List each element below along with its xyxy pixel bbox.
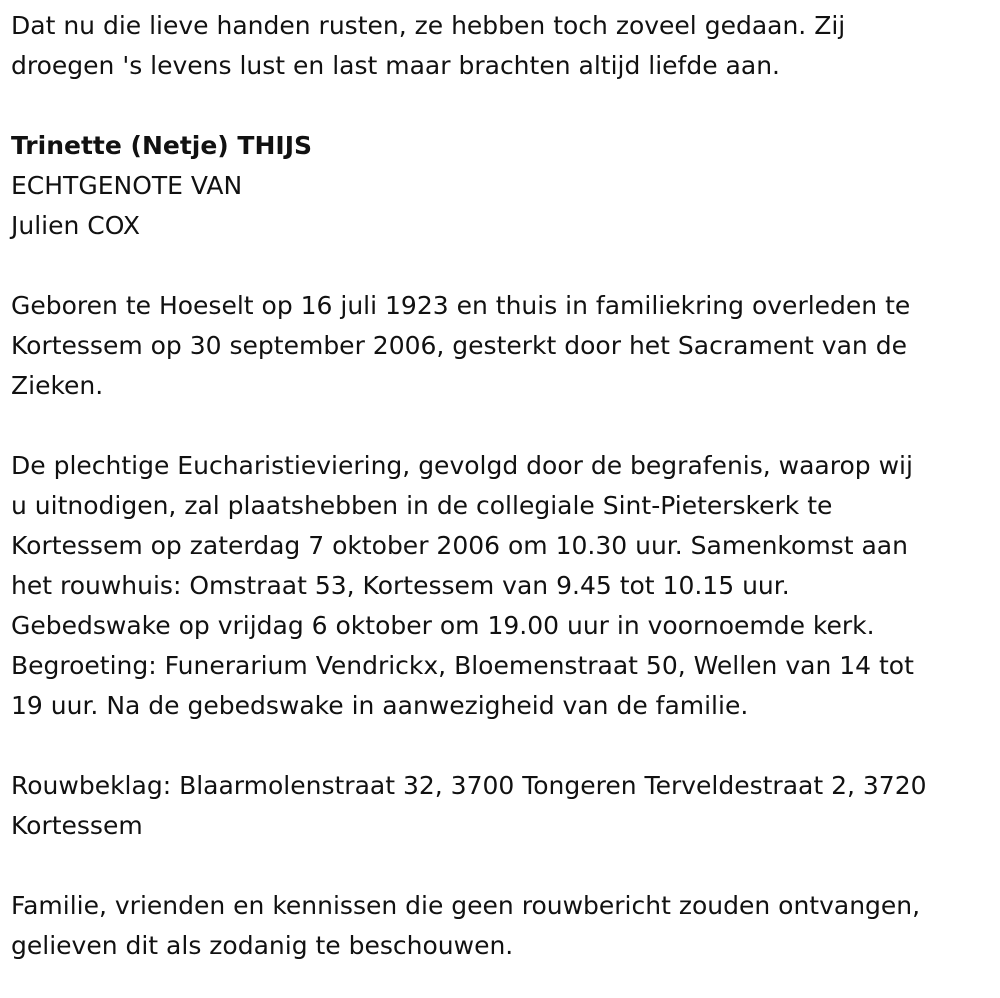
spacer xyxy=(11,726,988,766)
ceremony-line: het rouwhuis: Omstraat 53, Kortessem van 9.45 tot 10.15 uur. xyxy=(11,571,790,600)
ceremony-line: Kortessem op zaterdag 7 oktober 2006 om 10.30 uur. Samenkomst aan xyxy=(11,531,908,560)
birth-death-line: Zieken. xyxy=(11,371,104,400)
birth-death-line: Geboren te Hoeselt op 16 juli 1923 en thuis in familiekring overleden te xyxy=(11,291,911,320)
spouse-name: Julien COX xyxy=(11,211,140,240)
poem-section xyxy=(11,6,988,86)
birth-death-section xyxy=(11,286,988,406)
condolences-line: Kortessem xyxy=(11,811,143,840)
spacer xyxy=(11,246,988,286)
condolences-section xyxy=(11,766,988,846)
spacer xyxy=(11,846,988,886)
ceremony-section xyxy=(11,446,988,726)
ceremony-line: 19 uur. Na de gebedswake in aanwezigheid van de familie. xyxy=(11,691,749,720)
spacer xyxy=(11,86,988,126)
closing-line: Familie, vrienden en kennissen die geen rouwbericht zouden ontvangen, xyxy=(11,891,921,920)
closing-line: gelieven dit als zodanig te beschouwen. xyxy=(11,931,514,960)
ceremony-line: Gebedswake op vrijdag 6 oktober om 19.00 uur in voornoemde kerk. xyxy=(11,611,875,640)
relation-label: ECHTGENOTE VAN xyxy=(11,171,243,200)
ceremony-line: Begroeting: Funerarium Vendrickx, Bloemenstraat 50, Wellen van 14 tot xyxy=(11,651,914,680)
closing-section xyxy=(11,886,988,966)
birth-death-line: Kortessem op 30 september 2006, gesterkt door het Sacrament van de xyxy=(11,331,907,360)
deceased-section xyxy=(11,126,988,246)
deceased-name: Trinette (Netje) THIJS xyxy=(11,131,313,160)
spacer xyxy=(11,406,988,446)
poem-line: droegen 's levens lust en last maar brachten altijd liefde aan. xyxy=(11,51,780,80)
poem-line: Dat nu die lieve handen rusten, ze hebben toch zoveel gedaan. Zij xyxy=(11,11,846,40)
condolences-line: Rouwbeklag: Blaarmolenstraat 32, 3700 Tongeren Terveldestraat 2, 3720 xyxy=(11,771,927,800)
ceremony-line: De plechtige Eucharistieviering, gevolgd door de begrafenis, waarop wij xyxy=(11,451,913,480)
ceremony-line: u uitnodigen, zal plaatshebben in de collegiale Sint-Pieterskerk te xyxy=(11,491,833,520)
